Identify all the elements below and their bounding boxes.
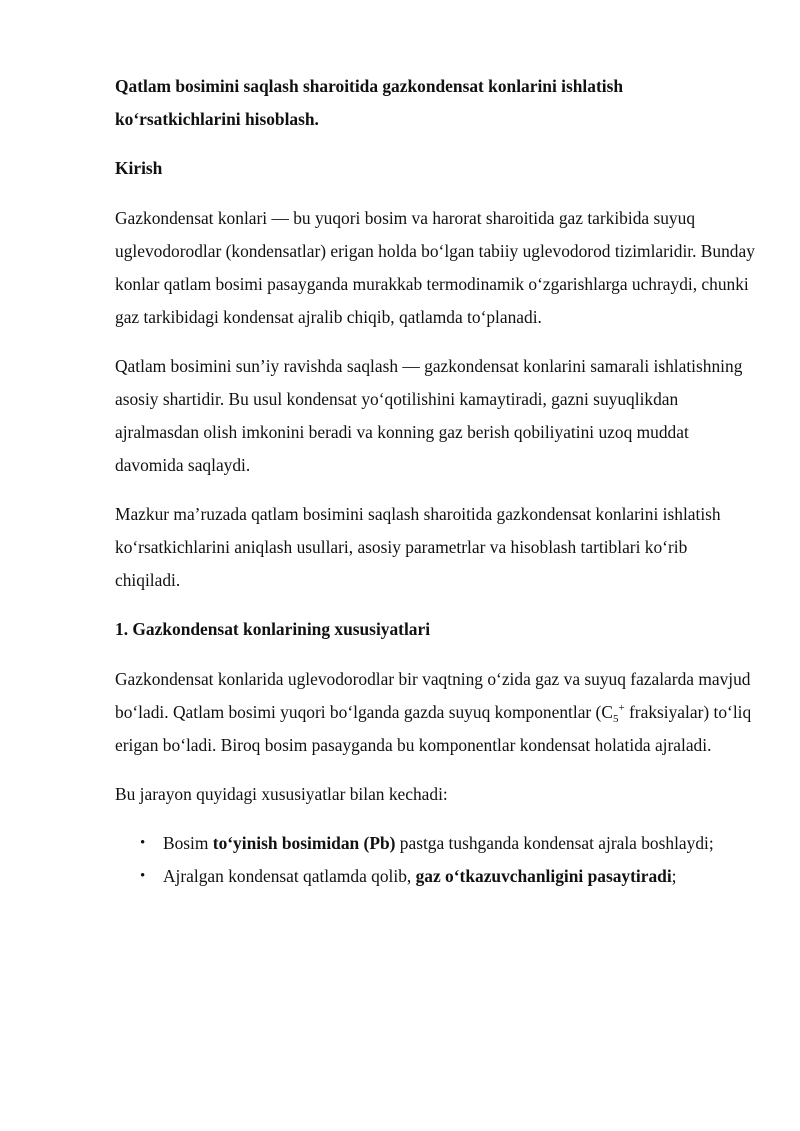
intro-paragraph-3: Mazkur ma’ruzada qatlam bosimini saqlash sharoitida gazkondensat konlarini ishlatish ko‘rsatkichlarini aniqlash usullari, asosiy parametrlar va hisoblash tartiblari ko‘rib chiqiladi.: [115, 504, 721, 590]
list-item-text-bold: gaz o‘tkazuvchanligini pasaytiradi: [415, 866, 672, 886]
list-item: [115, 860, 755, 893]
title-line-2: ko‘rsatkichlarini hisoblash.: [115, 109, 319, 129]
intro-paragraph-2: Qatlam bosimini sun’iy ravishda saqlash — gazkondensat konlarini samarali ishlatishning asosiy shartidir. Bu usul kondensat yo‘qotilishini kamaytiradi, gazni suyuqlikdan ajralmasdan olish imkonini beradi va konning gaz berish qobiliyatini uzoq muddat davomida saqlaydi.: [115, 356, 743, 475]
document-page: [115, 70, 755, 893]
document-title: [115, 70, 755, 136]
c5-superscript: +: [618, 702, 625, 714]
intro-paragraph-1: Gazkondensat konlari — bu yuqori bosim va harorat sharoitida gaz tarkibida suyuq uglevodorodlar (kondensatlar) erigan holda bo‘lgan tabiiy uglevodorod tizimlaridir. Bunday konlar qatlam bosimi pasayganda murakkab termodinamik o‘zgarishlarga uchraydi, chunki gaz tarkibidagi kondensat ajralib chiqib, qatlamda to‘planadi.: [115, 208, 755, 327]
bullet-icon: •: [140, 868, 146, 884]
list-item-text-pre: Ajralgan kondensat qatlamda qolib,: [163, 866, 416, 886]
bullet-icon: •: [140, 835, 146, 851]
c5-subscript: 5: [612, 713, 619, 725]
section-1-paragraph-1-text-a: Gazkondensat konlarida uglevodorodlar bir vaqtning o‘zida gaz va suyuq fazalarda mavjud bo‘ladi. Qatlam bosimi yuqori bo‘lganda gazda suyuq komponentlar (C: [115, 669, 751, 722]
list-item-text-post: ;: [671, 866, 677, 886]
section-1-paragraph-1: [115, 663, 755, 762]
feature-list: [115, 827, 755, 893]
title-line-1: Qatlam bosimini saqlash sharoitida gazkondensat konlarini ishlatish: [115, 76, 624, 96]
section-1-heading: 1. Gazkondensat konlarining xususiyatlari: [115, 619, 431, 639]
section-1-paragraph-1-text-b: fraksiyalar) to‘liq erigan bo‘ladi. Biroq bosim pasayganda bu komponentlar kondensat holatida ajraladi.: [115, 702, 752, 755]
list-item-text-pre: Bosim: [163, 833, 213, 853]
section-1-paragraph-2: Bu jarayon quyidagi xususiyatlar bilan kechadi:: [115, 784, 448, 804]
list-item-text-bold: to‘yinish bosimidan (Pb): [212, 833, 396, 853]
intro-heading: Kirish: [115, 158, 163, 178]
list-item: [115, 827, 755, 860]
list-item-text-post: pastga tushganda kondensat ajrala boshlaydi;: [395, 833, 714, 853]
